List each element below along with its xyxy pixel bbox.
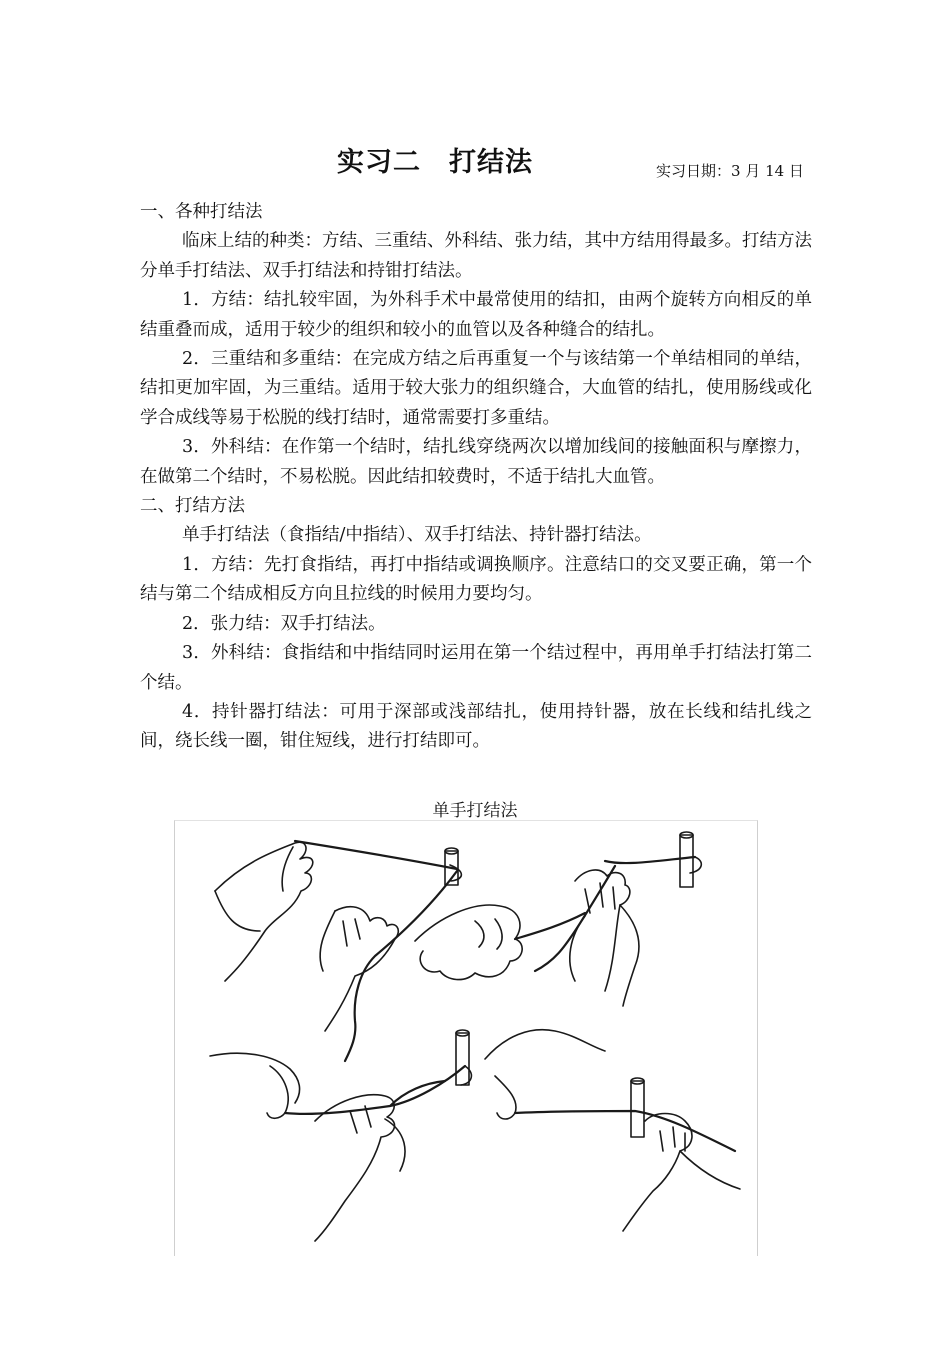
panel-3 [535, 832, 701, 1006]
figure-caption: 单手打结法 [432, 801, 518, 821]
paragraph: 3．外科结：在作第一个结时，结扎线穿绕两次以增加线间的接触面积与摩擦力，在做第二个结时，不易松脱。因此结扣较费时，不适于结扎大血管。 [140, 437, 812, 487]
panel-4 [210, 1030, 471, 1241]
panel-2 [415, 905, 585, 980]
panel-5 [485, 1030, 740, 1231]
knot-tying-illustration [174, 820, 758, 1256]
page-title: 实习二 打结法 [337, 147, 533, 178]
hand-knot-drawing [175, 821, 759, 1257]
paragraph: 1．方结：结扎较牢固，为外科手术中最常使用的结扣，由两个旋转方向相反的单结重叠而成，适用于较少的组织和较小的血管以及各种缝合的结扎。 [140, 290, 812, 340]
paragraph: 1．方结：先打食指结，再打中指结或调换顺序。注意结口的交叉要正确，第一个结与第二个结成相反方向且拉线的时候用力要均匀。 [140, 554, 812, 605]
practice-date: 实习日期：3 月 14 日 [656, 162, 804, 180]
paragraph: 2．三重结和多重结：在完成方结之后再重复一个与该结第一个单结相同的单结，结扣更加牢固，为三重结。适用于较大张力的组织缝合，大血管的结扎，使用肠线或化学合成线等易于松脱的线打结时，通常需要打多重结。 [140, 349, 812, 428]
section-heading: 一、各种打结法 [140, 202, 263, 222]
section-heading: 二、打结方法 [140, 496, 245, 517]
paragraph: 3．外科结：食指结和中指结同时运用在第一个结过程中，再用单手打结法打第二个结。 [140, 643, 812, 693]
paragraph: 临床上结的种类：方结、三重结、外科结、张力结，其中方结用得最多。打结方法分单手打结法、双手打结法和持钳打结法。 [140, 231, 812, 281]
panel-1 [215, 841, 461, 1061]
paragraph: 2．张力结：双手打结法。 [182, 613, 386, 634]
paragraph: 单手打结法（食指结/中指结）、双手打结法、持针器打结法。 [182, 525, 652, 546]
paragraph: 4．持针器打结法：可用于深部或浅部结扎，使用持针器，放在长线和结扎线之间，绕长线一圈，钳住短线，进行打结即可。 [140, 701, 812, 752]
body-text [140, 198, 812, 757]
